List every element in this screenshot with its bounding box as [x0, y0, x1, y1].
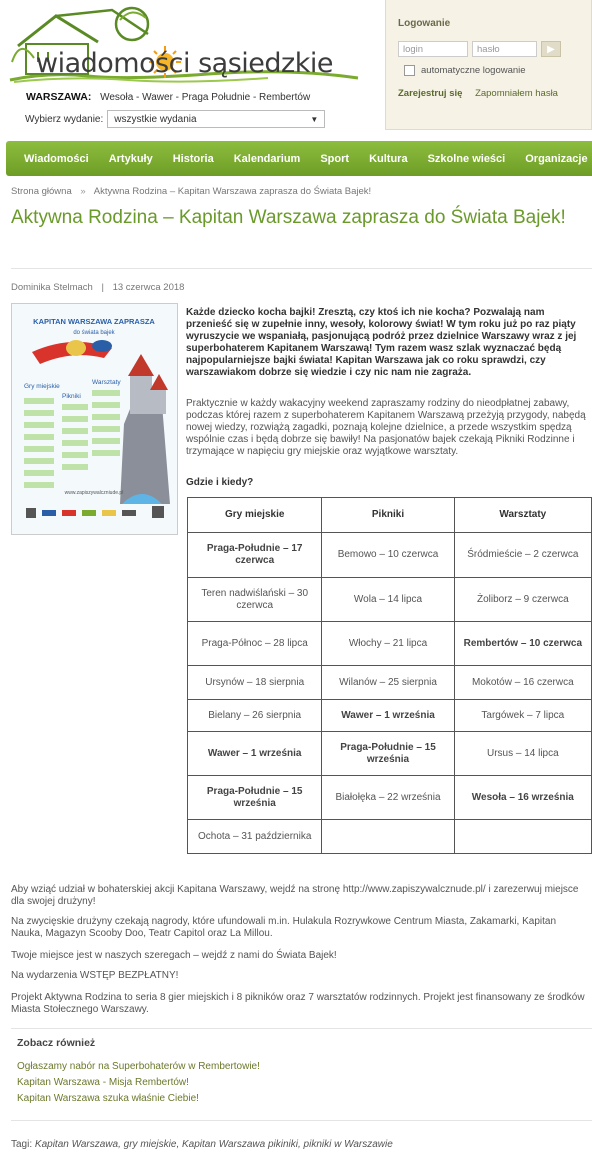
table-cell: Praga-Południe – 15 września: [188, 776, 322, 820]
login-links: [398, 88, 558, 99]
see-also-link[interactable]: Kapitan Warszawa - Misja Rembertów!: [17, 1077, 189, 1088]
table-cell: Wilanów – 25 sierpnia: [322, 666, 454, 700]
main-nav: [6, 141, 592, 176]
byline: [11, 282, 184, 293]
table-cell: Białołęka – 22 września: [322, 776, 454, 820]
auto-login-label: automatyczne logowanie: [421, 65, 526, 76]
table-header-row: [188, 498, 592, 533]
table-cell: Wesoła – 16 września: [454, 776, 591, 820]
poster-url: www.zapiszywalczniude.pl: [64, 490, 124, 496]
forgot-password-link[interactable]: Zapomniałem hasła: [475, 88, 558, 99]
article-lead: Każde dziecko kocha bajki! Zresztą, czy ktoś ich nie kocha? Pozwalają nam przenieść się w zupełnie inny, wesoły, kolorowy świat! W tym roku już po raz piąty wyruszycie we wspaniałą, pasjonującą podróż przez dzielnice Warszawy wraz z jej superbohaterem Kapitanem Warszawą! Tym razem wasz szlak wyznaczać będą najpopularniejsze bajki świata! Kapitan Warszawa jak co roku sprawdzi, czy warszawiakom dobrze się wiedzie i czy nic nam nie zagraża.: [186, 307, 577, 378]
breadcrumb-home[interactable]: Strona główna: [11, 186, 72, 197]
tags-list[interactable]: Kapitan Warszawa, gry miejskie, Kapitan Warszawa pikiniki, pikniki w Warszawie: [34, 1139, 393, 1150]
arrow-right-icon: ▶: [547, 43, 555, 55]
table-cell: Praga-Północ – 28 lipca: [188, 622, 322, 666]
article-poster-image[interactable]: [11, 303, 178, 535]
see-also-box: [11, 1028, 592, 1121]
table-row: [188, 700, 592, 732]
poster-title-line1: KAPITAN WARSZAWA ZAPRASZA: [33, 317, 155, 326]
where-when-heading: Gdzie i kiedy?: [186, 477, 254, 488]
login-submit-button[interactable]: [541, 41, 561, 57]
breadcrumb-separator: »: [80, 186, 86, 197]
breadcrumb: [11, 186, 371, 197]
table-cell: Żoliborz – 9 czerwca: [454, 578, 591, 622]
login-title: Logowanie: [398, 18, 451, 29]
nav-item-historia[interactable]: Historia: [172, 152, 214, 165]
auto-login-checkbox[interactable]: [404, 65, 415, 76]
poster-col3-label: Warsztaty: [92, 379, 121, 386]
table-cell: Ochota – 31 października: [188, 820, 322, 854]
join-paragraph: Twoje miejsce jest w naszych szeregach – wejdź z nami do Świata Bajek!: [11, 950, 337, 961]
logo-text: wiadomości sąsiedzkie: [36, 48, 333, 79]
column-header: Pikniki: [322, 498, 454, 533]
site-logo[interactable]: [8, 2, 368, 88]
tags-label: Tagi:: [11, 1139, 33, 1150]
see-also-link[interactable]: Kapitan Warszawa szuka właśnie Ciebie!: [17, 1093, 199, 1104]
register-link[interactable]: Zarejestruj się: [398, 88, 463, 99]
signup-text-after: i zarezerwuj miejsce dla swojej drużyny!: [11, 884, 579, 907]
login-input[interactable]: login: [398, 41, 468, 57]
nav-item-artykuly[interactable]: Artykuły: [108, 152, 153, 165]
table-cell: Wawer – 1 września: [188, 732, 322, 776]
table-row: [188, 776, 592, 820]
poster-illustration: [12, 304, 177, 534]
table-row: [188, 622, 592, 666]
table-row: [188, 820, 592, 854]
schedule-table: [187, 497, 592, 854]
nav-item-kultura[interactable]: Kultura: [369, 152, 408, 165]
edition-value: wszystkie wydania: [114, 113, 197, 125]
byline-separator: |: [101, 282, 104, 293]
nav-item-wiadomosci[interactable]: Wiadomości: [24, 152, 89, 165]
table-row: [188, 578, 592, 622]
breadcrumb-current: Aktywna Rodzina – Kapitan Warszawa zaprasza do Świata Bajek!: [93, 186, 372, 197]
district-line: [26, 91, 310, 103]
author[interactable]: Dominika Stelmach: [11, 282, 93, 293]
table-row: [188, 533, 592, 578]
see-also-link[interactable]: Ogłaszamy nabór na Superbohaterów w Rembertowie!: [17, 1061, 260, 1072]
title-divider: [11, 268, 592, 269]
login-panel: [385, 0, 592, 130]
password-input[interactable]: hasło: [472, 41, 537, 57]
see-also-title: Zobacz również: [17, 1037, 96, 1049]
poster-col1-label: Gry miejskie: [24, 383, 60, 390]
signup-paragraph: [11, 884, 587, 908]
column-header: Gry miejskie: [188, 498, 322, 533]
chevron-down-icon: ▼: [310, 114, 319, 124]
city-label: WARSZAWA:: [26, 91, 92, 103]
signup-link[interactable]: http://www.zapiszywalcznude.pl/: [342, 884, 486, 895]
table-cell: Praga-Południe – 15 września: [322, 732, 454, 776]
column-header: Warsztaty: [454, 498, 591, 533]
article-paragraph: Praktycznie w każdy wakacyjny weekend zapraszamy rodziny do nieodpłatnej zabawy, podczas której razem z superbohaterem Kapitanem Warszawą przeżyją przygody, nabędą nowej wiedzy, rozwiążą zagadki, poznają kolejne dzielnice, a przede wszystkim spędzą wspólnie czas i będą dobrze się bawiły! Na pasjonatów bajek czekają Pikniki Rodzinne i trzymające w napięciu gry miejskie oraz wyjątkowe warsztaty.: [186, 398, 586, 457]
table-cell: Wawer – 1 września: [322, 700, 454, 732]
table-row: [188, 732, 592, 776]
edition-label: Wybierz wydanie:: [25, 113, 104, 125]
nav-item-kalendarium[interactable]: Kalendarium: [233, 152, 301, 165]
table-cell: Wola – 14 lipca: [322, 578, 454, 622]
project-paragraph: Projekt Aktywna Rodzina to seria 8 gier miejskich i 8 pikników oraz 7 warsztatów rodzinnych. Projekt jest finansowany ze środków Miasta Stołecznego Warszawy.: [11, 992, 585, 1015]
poster-title-line2: do świata bajek: [73, 330, 115, 336]
table-cell: [322, 820, 454, 854]
table-cell: Włochy – 21 lipca: [322, 622, 454, 666]
table-row: [188, 666, 592, 700]
edition-select[interactable]: [107, 110, 325, 128]
free-entry-paragraph: Na wydarzenia WSTĘP BEZPŁATNY!: [11, 970, 179, 981]
article-date: 13 czerwca 2018: [112, 282, 185, 293]
table-cell: Rembertów – 10 czerwca: [454, 622, 591, 666]
table-cell: Targówek – 7 lipca: [454, 700, 591, 732]
table-cell: Ursus – 14 lipca: [454, 732, 591, 776]
nav-item-sport[interactable]: Sport: [320, 152, 350, 165]
site-header: [0, 0, 592, 140]
tags-line: [11, 1139, 393, 1150]
table-cell: Mokotów – 16 czerwca: [454, 666, 591, 700]
nav-item-szkolne-wiesci[interactable]: Szkolne wieści: [427, 152, 506, 165]
auto-login-row[interactable]: [404, 65, 526, 76]
table-cell: Ursynów – 18 sierpnia: [188, 666, 322, 700]
signup-text: Aby wziąć udział w bohaterskiej akcji Kapitana Warszawy, wejdź na stronę: [11, 884, 341, 895]
page-title: Aktywna Rodzina – Kapitan Warszawa zaprasza do Świata Bajek!: [11, 207, 566, 228]
table-cell: Praga-Południe – 17 czerwca: [188, 533, 322, 578]
table-cell: [454, 820, 591, 854]
table-cell: Teren nadwiślański – 30 czerwca: [188, 578, 322, 622]
table-cell: Śródmieście – 2 czerwca: [454, 533, 591, 578]
edition-row: [25, 110, 325, 128]
district-links[interactable]: Wesoła - Wawer - Praga Południe - Rembertów: [100, 92, 311, 103]
table-cell: Bemowo – 10 czerwca: [322, 533, 454, 578]
poster-col2-label: Pikniki: [62, 393, 81, 400]
table-cell: Bielany – 26 sierpnia: [188, 700, 322, 732]
prizes-paragraph: Na zwycięskie drużyny czekają nagrody, które ufundowali m.in. Hulakula Rozrywkowe Centrum Miasta, Zakamarki, Kapitan Nauka, Magazyn Scooby Doo, Teatr Capitol oraz La Millou.: [11, 916, 557, 939]
nav-item-organizacje[interactable]: Organizacje: [525, 152, 588, 165]
